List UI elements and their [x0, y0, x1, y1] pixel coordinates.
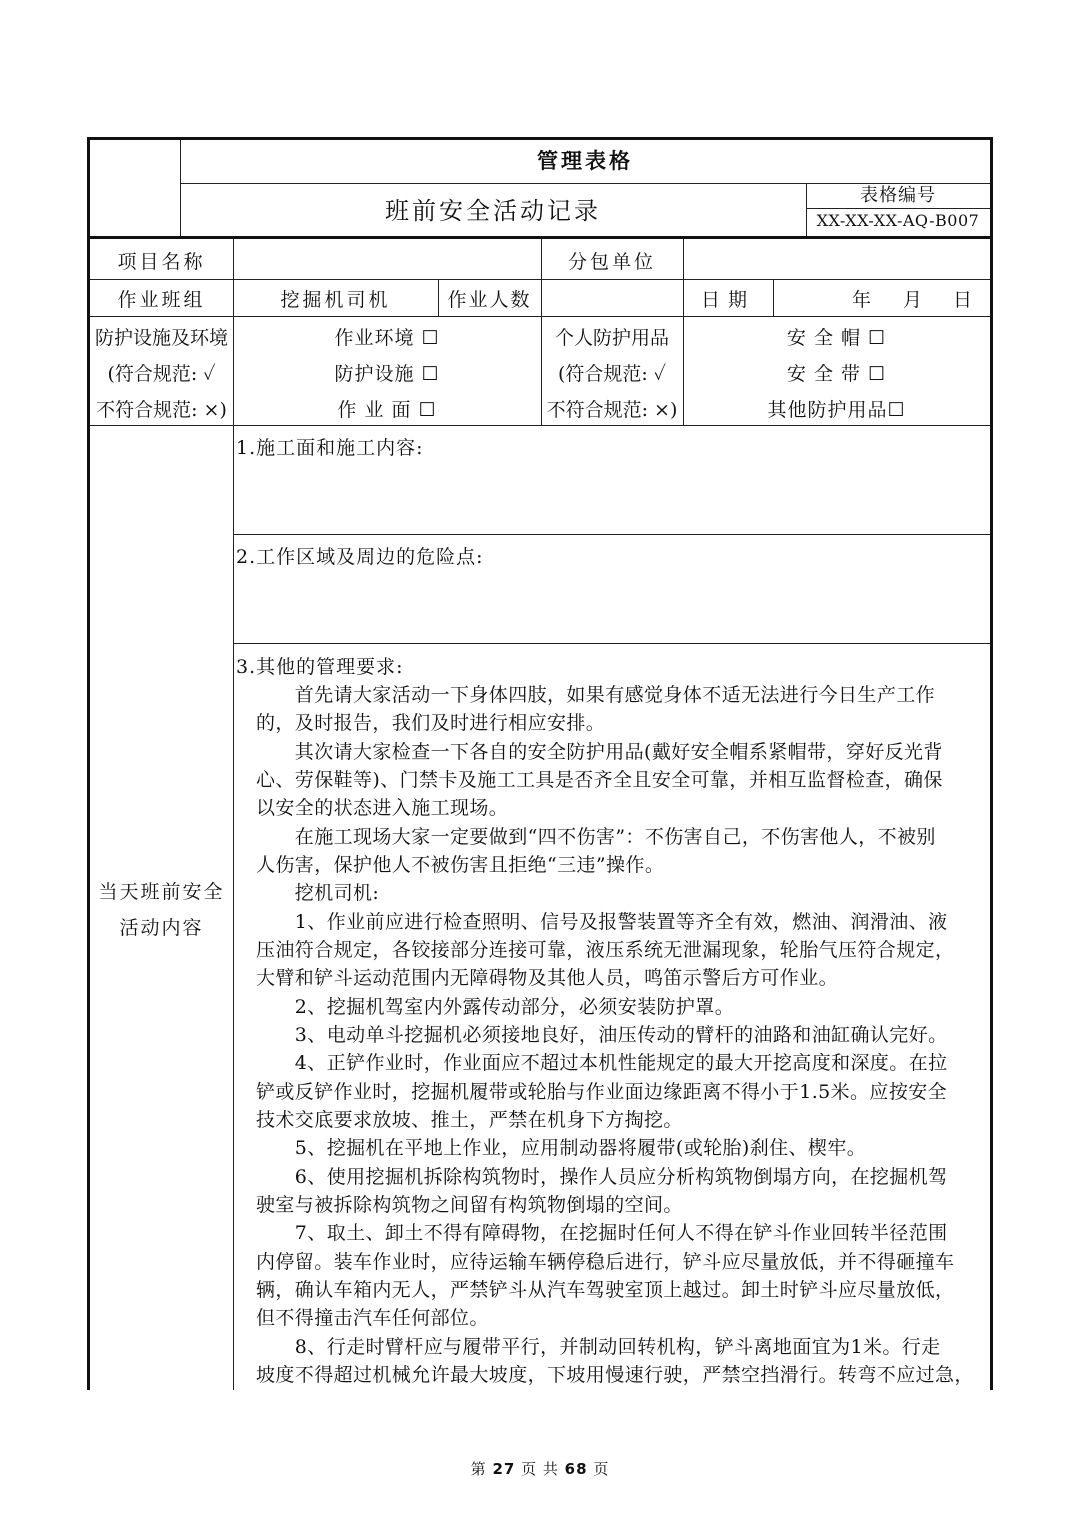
content-line: 8、行走时臂杆应与履带平行，并制动回转机构，铲斗离地面宜为1米。行走 [256, 1336, 941, 1358]
ppe-check-belt[interactable]: 安 全 带 ☐ [786, 363, 887, 385]
content-line: 辆，确认车箱内无人，严禁铲斗从汽车驾驶室顶上越过。卸土时铲斗应尽量放低， [256, 1279, 955, 1301]
content-line: 7、取土、卸土不得有障碍物，在挖掘时任何人不得在铲斗作业回转半径范围 [256, 1222, 948, 1244]
facilities-label-line-2: (符合规范: ✓ [107, 363, 216, 385]
ppe-label-line-3: 不符合规范: ×) [546, 399, 678, 421]
content-line: 6、使用挖掘机拆除构筑物时，操作人员应分析构筑物倒塌方向，在挖掘机驾 [256, 1166, 948, 1188]
date-label: 日期 [700, 289, 755, 311]
header-bottom-border [87, 236, 993, 239]
footer-prefix: 第 [470, 1460, 487, 1478]
workers-label: 作业人数 [447, 289, 532, 311]
content-line: 4、正铲作业时，作业面应不超过本机性能规定的最大开挖高度和深度。在拉 [256, 1052, 948, 1074]
team-value[interactable]: 挖掘机司机 [280, 289, 391, 311]
project-name-label: 项目名称 [117, 251, 206, 273]
content-line: 铲或反铲作业时，挖掘机履带或轮胎与作业面边缘距离不得小于1.5米。应按安全 [256, 1081, 948, 1103]
content-line: 2、挖掘机驾室内外露传动部分，必须安装防护罩。 [256, 996, 735, 1018]
content-line: 坡度不得超过机械允许最大坡度，下坡用慢速行驶，严禁空挡滑行。转弯不应过急， [256, 1364, 974, 1386]
content-line: 驶室与被拆除构筑物之间留有构筑物倒塌的空间。 [256, 1194, 683, 1216]
date-month[interactable]: 月 [903, 289, 924, 311]
team-label: 作业班组 [117, 289, 206, 311]
content-line: 3、电动单斗挖掘机必须接地良好，油压传动的臂杆的油路和油缸确认完好。 [256, 1024, 948, 1046]
content-line: 首先请大家活动一下身体四肢，如果有感觉身体不适无法进行今日生产工作 [256, 684, 936, 706]
ppe-check-helmet[interactable]: 安 全 帽 ☐ [786, 327, 887, 349]
row-divider-1 [90, 279, 990, 280]
activity-label-line-1: 当天班前安全 [98, 881, 225, 903]
section1-heading: 1.施工面和施工内容: [236, 437, 424, 459]
section3-heading: 3.其他的管理要求: [236, 656, 404, 678]
footer-suffix: 页 [593, 1460, 610, 1478]
facility-check-workface[interactable]: 作 业 面 ☐ [337, 399, 437, 421]
form-title: 班前安全活动记录 [385, 197, 601, 225]
footer-page-total: 68 [564, 1460, 588, 1478]
content-line: 压油符合规定，各铰接部分连接可靠，液压系统无泄漏现象，轮胎气压符合规定， [256, 939, 955, 961]
section2-heading: 2.工作区域及周边的危险点: [236, 546, 484, 568]
content-line: 5、挖掘机在平地上作业，应用制动器将履带(或轮胎)刹住、楔牢。 [256, 1137, 867, 1159]
content-line: 技术交底要求放坡、推土，严禁在机身下方掏挖。 [256, 1109, 683, 1131]
content-line: 的，及时报告，我们及时进行相应安排。 [256, 712, 606, 734]
form-no-value: XX-XX-XX-AQ-B007 [816, 211, 980, 230]
section-divider-2 [233, 643, 990, 644]
footer-page-number: 27 [492, 1460, 516, 1478]
ppe-label-line-2: (符合规范: ✓ [557, 363, 667, 385]
content-line: 在施工现场大家一定要做到“四不伤害”：不伤害自己，不伤害他人，不被别 [256, 826, 936, 848]
subcontractor-value[interactable] [690, 248, 985, 276]
content-line: 挖机司机: [256, 882, 380, 904]
section-divider-1 [233, 534, 990, 535]
ppe-label-line-1: 个人防护用品 [554, 327, 669, 349]
content-line: 大臂和铲斗运动范围内无障碍物及其他人员，鸣笛示警后方可作业。 [256, 967, 839, 989]
facility-check-protection[interactable]: 防护设施 ☐ [334, 363, 440, 385]
section1-content-area[interactable] [236, 464, 986, 530]
content-line: 但不得撞击汽车任何部位。 [256, 1307, 489, 1329]
content-line: 人伤害，保护他人不被伤害且拒绝“三违”操作。 [256, 854, 665, 876]
content-line: 心、劳保鞋等)、门禁卡及施工工具是否齐全且安全可靠，并相互监督检查，确保 [256, 769, 943, 791]
subcontractor-label: 分包单位 [567, 251, 656, 273]
activity-label-line-2: 活动内容 [119, 917, 204, 939]
workers-value[interactable] [548, 286, 678, 314]
row-divider-3 [90, 425, 990, 426]
form-type-title: 管理表格 [537, 149, 633, 173]
col-divider-date [773, 279, 774, 316]
content-line: 以安全的状态进入施工现场。 [256, 797, 509, 819]
ppe-check-other[interactable]: 其他防护用品☐ [767, 399, 906, 421]
content-line: 其次请大家检查一下各自的安全防护用品(戴好安全帽系紧帽带，穿好反光背 [256, 741, 943, 763]
footer-middle: 页 共 [521, 1460, 559, 1478]
date-day[interactable]: 日 [953, 289, 974, 311]
content-line: 1、作业前应进行检查照明、信号及报警装置等齐全有效，燃油、润滑油、液 [256, 911, 948, 933]
facility-check-environment[interactable]: 作业环境 ☐ [334, 327, 440, 349]
project-name-value[interactable] [240, 248, 535, 276]
row-divider-2 [90, 316, 990, 317]
date-year[interactable]: 年 [852, 289, 873, 311]
section2-content-area[interactable] [236, 573, 986, 639]
content-line: 内停留。装车作业时，应待运输车辆停稳后进行，铲斗应尽量放低，并不得砸撞车 [256, 1251, 955, 1273]
form-no-label: 表格编号 [860, 185, 936, 206]
facilities-label-line-1: 防护设施及环境 [94, 327, 228, 349]
facilities-label-line-3: 不符合规范: ×) [96, 399, 227, 421]
page-footer [0, 1458, 1080, 1479]
